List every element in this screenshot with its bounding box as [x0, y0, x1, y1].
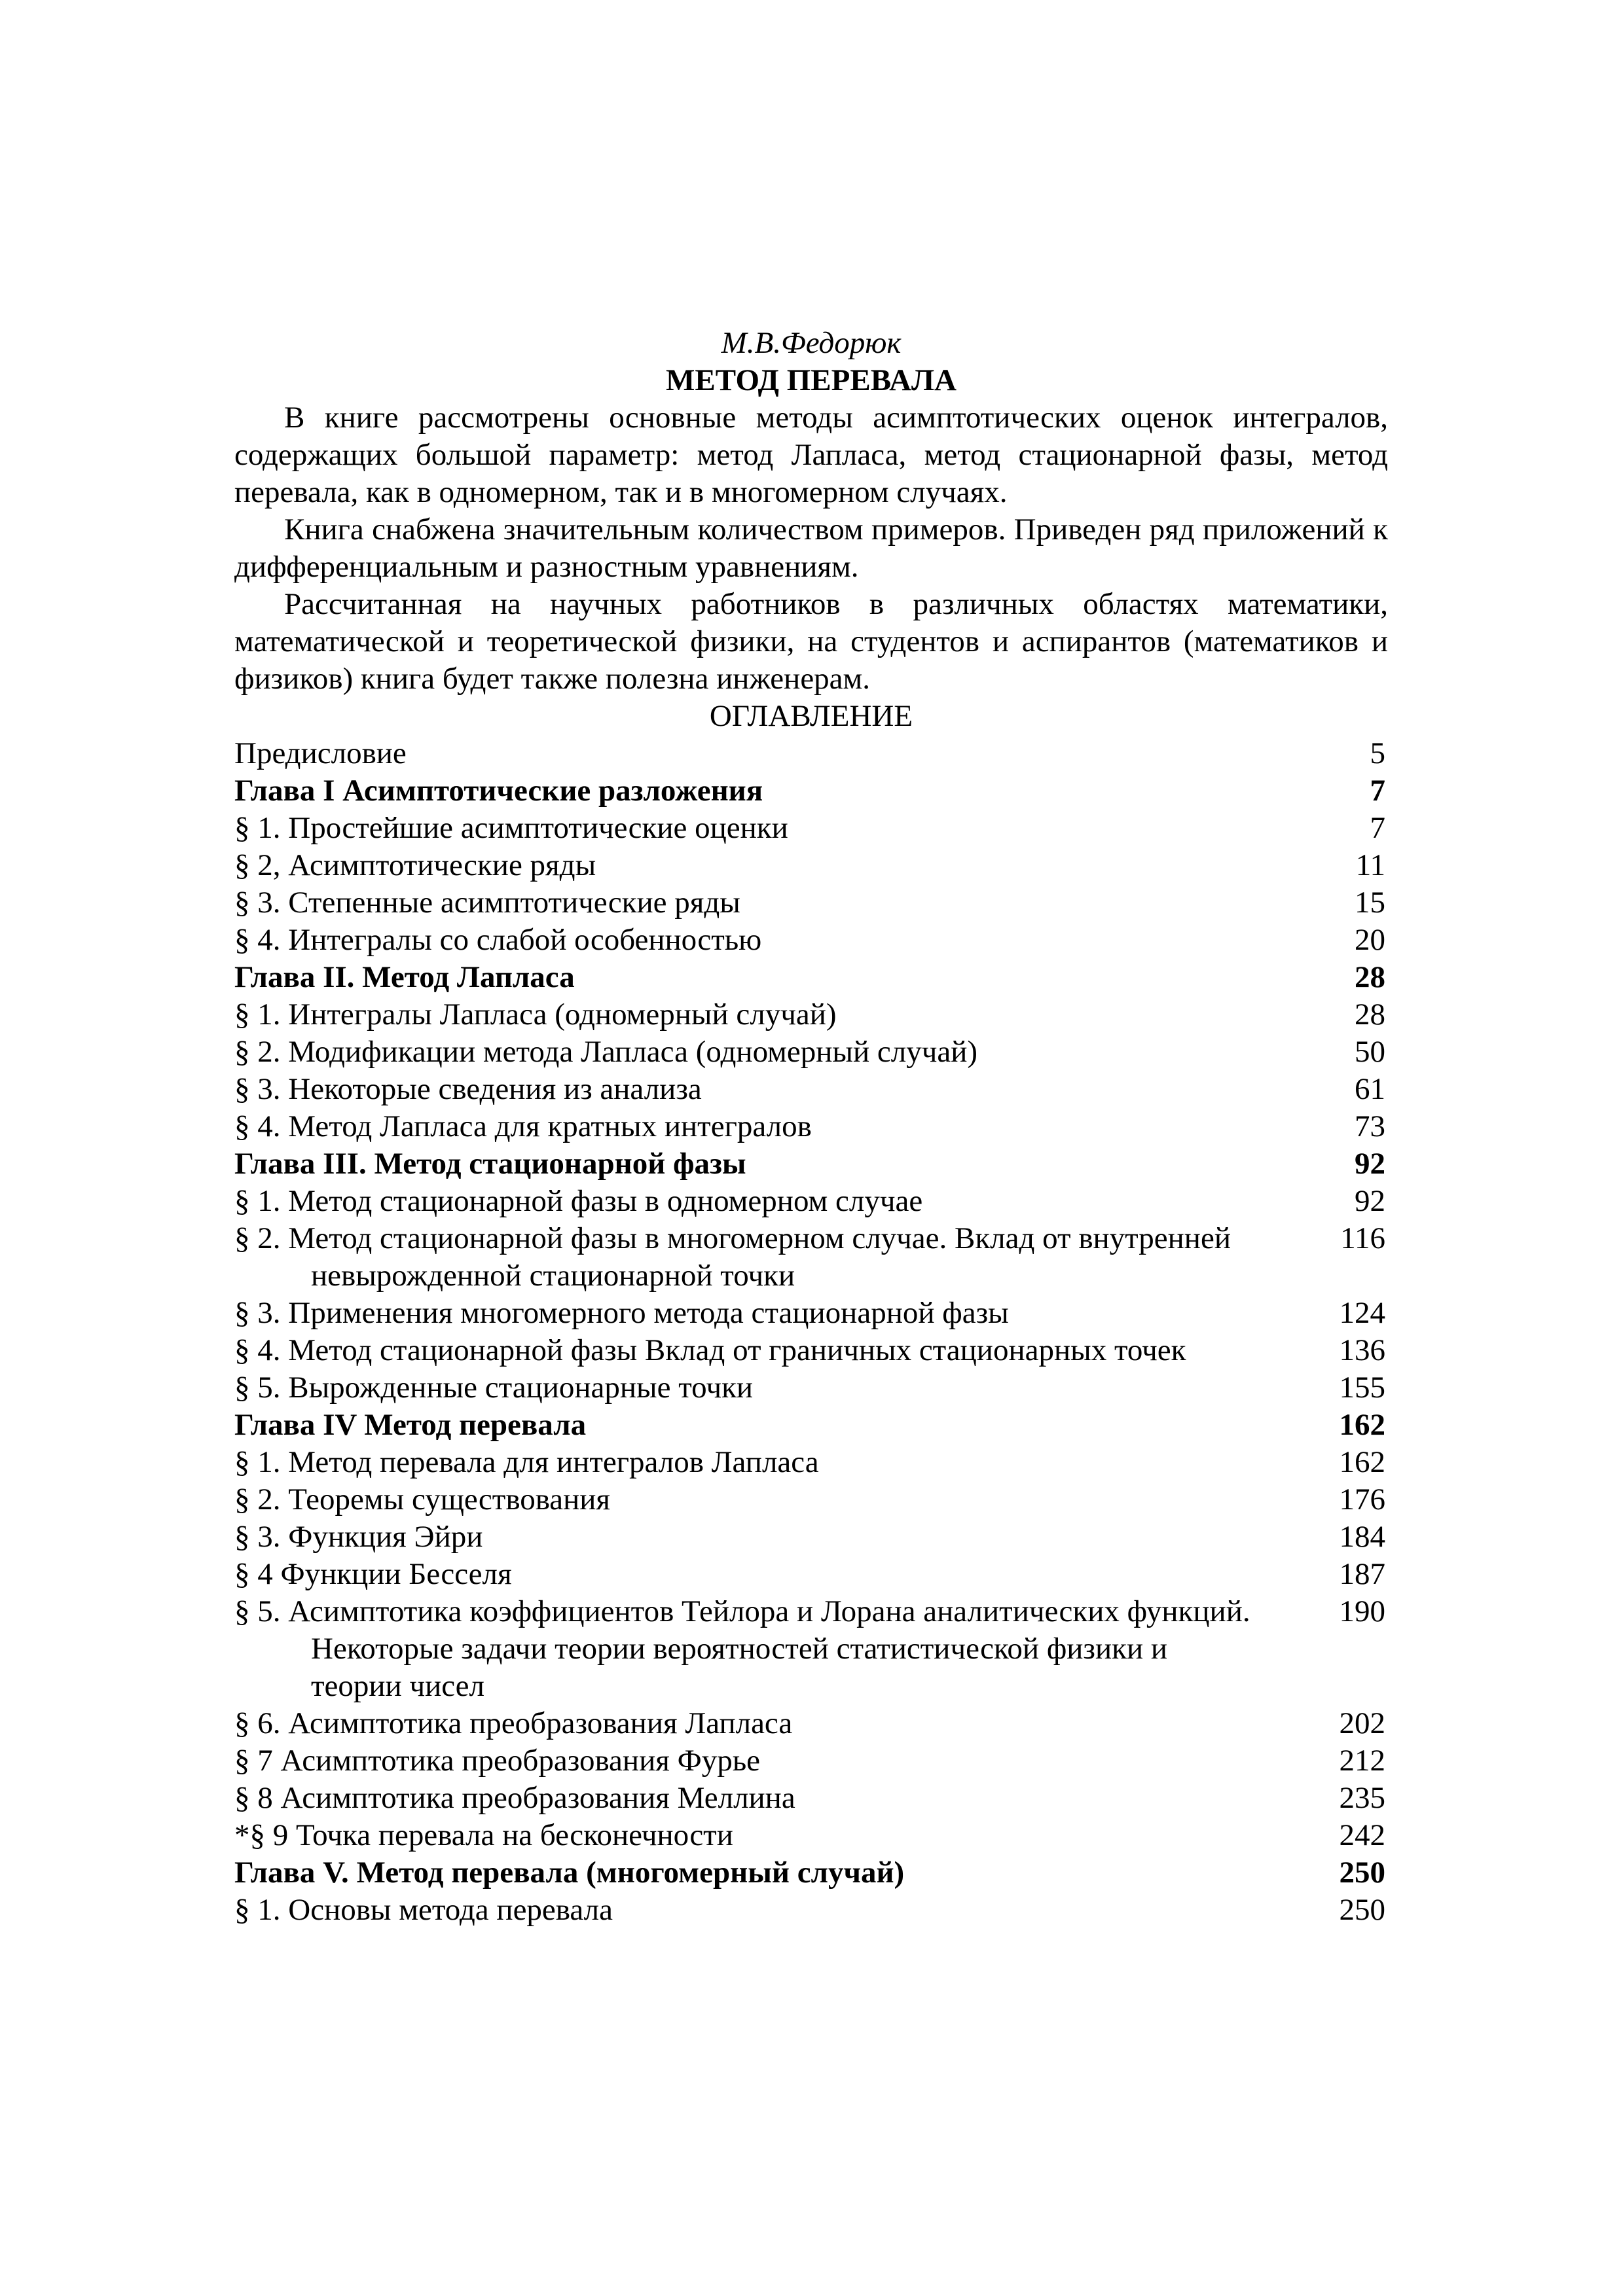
- toc-entry-page-number: 11: [1355, 848, 1385, 882]
- toc-entry-title: [234, 1033, 1326, 1071]
- toc-entry-page-number: 5: [1370, 736, 1385, 770]
- toc-entry-page-number: 212: [1339, 1744, 1385, 1778]
- toc-entry-title-continuation: Некоторые задачи теории вероятностей статистической физики и: [311, 1632, 1168, 1666]
- toc-entry-title: [234, 959, 1326, 996]
- toc-entry: [234, 1481, 1388, 1518]
- toc-entry: [234, 1369, 1388, 1407]
- toc-entry: [234, 996, 1388, 1033]
- toc-entry-title: [234, 1108, 1326, 1145]
- toc-entry-title-text: Глава III. Метод стационарной фазы: [234, 1147, 746, 1181]
- book-title: МЕТОД ПЕРЕВАЛА: [666, 363, 957, 397]
- toc-entry-page-number: 202: [1339, 1706, 1385, 1740]
- toc-entry-title-text: § 4. Метод Лапласа для кратных интегралов: [234, 1109, 812, 1143]
- toc-entry-title: [234, 1145, 1326, 1183]
- abstract-paragraph: Книга снабжена значительным количеством примеров. Приведен ряд приложений к дифференциальным и разностным уравнениям.: [234, 512, 1388, 584]
- toc-entry-title-text: § 5. Асимптотика коэффициентов Тейлора и Лорана аналитических функций.: [234, 1594, 1250, 1628]
- document-page: [234, 325, 1388, 1929]
- toc-entry-title: [234, 1556, 1326, 1593]
- toc-entry-title: [234, 996, 1326, 1033]
- toc-entry: [234, 884, 1388, 922]
- toc-entry-page-number: 235: [1339, 1781, 1385, 1815]
- toc-entry-title: [234, 1295, 1326, 1332]
- toc-entry: [234, 1780, 1388, 1817]
- toc-entry-page-number: 15: [1355, 886, 1385, 920]
- toc-entry-title-text: § 4. Метод стационарной фазы Вклад от граничных стационарных точек: [234, 1333, 1186, 1367]
- toc-entry-title-text: § 3. Функция Эйри: [234, 1520, 483, 1554]
- toc-chapter-entry: [234, 1407, 1388, 1444]
- toc-entry-page-number: 250: [1339, 1856, 1385, 1890]
- abstract-paragraph: В книге рассмотрены основные методы асимптотических оценок интегралов, содержащих большой параметр: метод Лапласа, метод стационарной фазы, метод перевала, как в одномерном, так и в многомерном случаях.: [234, 401, 1388, 509]
- toc-entry: [234, 1518, 1388, 1556]
- toc-entry-page-number: 250: [1339, 1893, 1385, 1927]
- toc-entry-title-text: § 2. Модификации метода Лапласа (одномерный случай): [234, 1035, 978, 1069]
- toc-chapter-entry: [234, 772, 1388, 810]
- toc-entry-page-number: 190: [1339, 1594, 1385, 1628]
- toc-entry: [234, 922, 1388, 959]
- toc-entry-title: [234, 1220, 1326, 1295]
- toc-entry-title: [234, 1369, 1326, 1407]
- toc-entry-title-text: § 2. Теоремы существования: [234, 1482, 611, 1516]
- toc-entry-title-text: Глава I Асимптотические разложения: [234, 774, 763, 808]
- toc-entry-title: [234, 1518, 1326, 1556]
- toc-entry-title-continuation: теории чисел: [311, 1669, 484, 1703]
- toc-entry-title: [234, 884, 1326, 922]
- toc-entry-title: [234, 922, 1326, 959]
- toc-entry: [234, 1705, 1388, 1742]
- toc-entry-title-text: *§ 9 Точка перевала на бесконечности: [234, 1818, 733, 1852]
- toc-entry-title: [234, 1742, 1326, 1780]
- toc-entry-title-text: § 2, Асимптотические ряды: [234, 848, 596, 882]
- toc-entry-title-text: § 3. Степенные асимптотические ряды: [234, 886, 740, 920]
- toc-entry-page-number: 184: [1339, 1520, 1385, 1554]
- toc-entry-title-text: § 3. Некоторые сведения из анализа: [234, 1072, 702, 1106]
- toc-entry-title: [234, 772, 1326, 810]
- toc-entry-page-number: 187: [1339, 1557, 1385, 1591]
- toc-entry-title-text: § 1. Интегралы Лапласа (одномерный случай): [234, 997, 837, 1031]
- toc-entry: [234, 1556, 1388, 1593]
- toc-entry-title: [234, 847, 1326, 884]
- toc-entry-title-text: § 5. Вырожденные стационарные точки: [234, 1371, 754, 1405]
- toc-entry-title-text: § 4 Функции Бесселя: [234, 1557, 512, 1591]
- toc-chapter-entry: [234, 1854, 1388, 1892]
- toc-entry-title: [234, 1854, 1326, 1892]
- toc-chapter-entry: [234, 959, 1388, 996]
- toc-entry-title: [234, 1183, 1326, 1220]
- toc-entry: [234, 1742, 1388, 1780]
- toc-entry: [234, 1033, 1388, 1071]
- author-name: М.В.Федорюк: [721, 326, 902, 360]
- toc-entry-page-number: 155: [1339, 1371, 1385, 1405]
- toc-entry-title: [234, 1071, 1326, 1108]
- toc-entry-page-number: 136: [1339, 1333, 1385, 1367]
- toc-entry-page-number: 7: [1370, 774, 1385, 808]
- toc-entry-title: [234, 810, 1326, 847]
- toc-entry: [234, 1332, 1388, 1369]
- toc-entry-title: [234, 1705, 1326, 1742]
- toc-entry-page-number: 162: [1339, 1445, 1385, 1479]
- table-of-contents: [234, 735, 1388, 1929]
- toc-entry: [234, 1593, 1388, 1705]
- toc-entry-title-text: Глава V. Метод перевала (многомерный случай): [234, 1856, 905, 1890]
- toc-entry-title: [234, 1481, 1326, 1518]
- toc-entry-page-number: 28: [1355, 997, 1385, 1031]
- toc-entry-page-number: 92: [1355, 1184, 1385, 1218]
- toc-entry-page-number: 28: [1355, 960, 1385, 994]
- toc-entry-page-number: 176: [1339, 1482, 1385, 1516]
- toc-entry-title-text: Предисловие: [234, 736, 407, 770]
- toc-entry: [234, 1444, 1388, 1481]
- toc-entry-title-text: § 1. Основы метода перевала: [234, 1893, 613, 1927]
- abstract-paragraph: Рассчитанная на научных работников в различных областях математики, математической и теоретической физики, на студентов и аспирантов (математиков и физиков) книга будет также полезна инженерам.: [234, 587, 1388, 696]
- toc-chapter-entry: [234, 1145, 1388, 1183]
- toc-entry: [234, 1071, 1388, 1108]
- toc-entry-page-number: 20: [1355, 923, 1385, 957]
- toc-entry: [234, 1295, 1388, 1332]
- toc-entry-title: [234, 1407, 1326, 1444]
- toc-entry: [234, 735, 1388, 772]
- toc-entry-title-text: § 8 Асимптотика преобразования Меллина: [234, 1781, 795, 1815]
- toc-entry-page-number: 242: [1339, 1818, 1385, 1852]
- toc-heading: ОГЛАВЛЕНИЕ: [709, 699, 913, 733]
- toc-entry-title: [234, 1332, 1326, 1369]
- toc-entry-page-number: 61: [1355, 1072, 1385, 1106]
- toc-entry-title-text: Глава II. Метод Лапласа: [234, 960, 575, 994]
- toc-entry-page-number: 124: [1339, 1296, 1385, 1330]
- toc-entry-title-text: § 1. Метод стационарной фазы в одномерном случае: [234, 1184, 923, 1218]
- toc-entry-title-text: Глава IV Метод перевала: [234, 1408, 587, 1442]
- toc-entry-page-number: 92: [1355, 1147, 1385, 1181]
- toc-entry-page-number: 73: [1355, 1109, 1385, 1143]
- toc-entry: [234, 847, 1388, 884]
- toc-entry-title: [234, 1892, 1326, 1929]
- toc-entry-title-text: § 7 Асимптотика преобразования Фурье: [234, 1744, 761, 1778]
- toc-entry-title-text: § 1. Метод перевала для интегралов Лапласа: [234, 1445, 819, 1479]
- toc-entry: [234, 1108, 1388, 1145]
- toc-entry-page-number: 7: [1370, 811, 1385, 845]
- toc-entry-title-text: § 1. Простейшие асимптотические оценки: [234, 811, 788, 845]
- toc-entry: [234, 1220, 1388, 1295]
- toc-entry-title: [234, 1780, 1326, 1817]
- toc-entry: [234, 1817, 1388, 1854]
- toc-entry-page-number: 50: [1355, 1035, 1385, 1069]
- toc-entry-title-text: § 4. Интегралы со слабой особенностью: [234, 923, 762, 957]
- toc-entry-title: [234, 1817, 1326, 1854]
- toc-entry-title-text: § 2. Метод стационарной фазы в многомерном случае. Вклад от внутренней: [234, 1221, 1231, 1255]
- toc-entry-title: [234, 1593, 1326, 1705]
- toc-entry-page-number: 162: [1339, 1408, 1385, 1442]
- toc-entry-title-text: § 6. Асимптотика преобразования Лапласа: [234, 1706, 793, 1740]
- toc-entry: [234, 810, 1388, 847]
- toc-entry-title-continuation: невырожденной стационарной точки: [311, 1259, 795, 1293]
- toc-entry-title: [234, 1444, 1326, 1481]
- toc-entry: [234, 1892, 1388, 1929]
- toc-entry-title: [234, 735, 1326, 772]
- toc-entry-page-number: 116: [1340, 1221, 1385, 1255]
- toc-entry: [234, 1183, 1388, 1220]
- toc-entry-title-text: § 3. Применения многомерного метода стационарной фазы: [234, 1296, 1009, 1330]
